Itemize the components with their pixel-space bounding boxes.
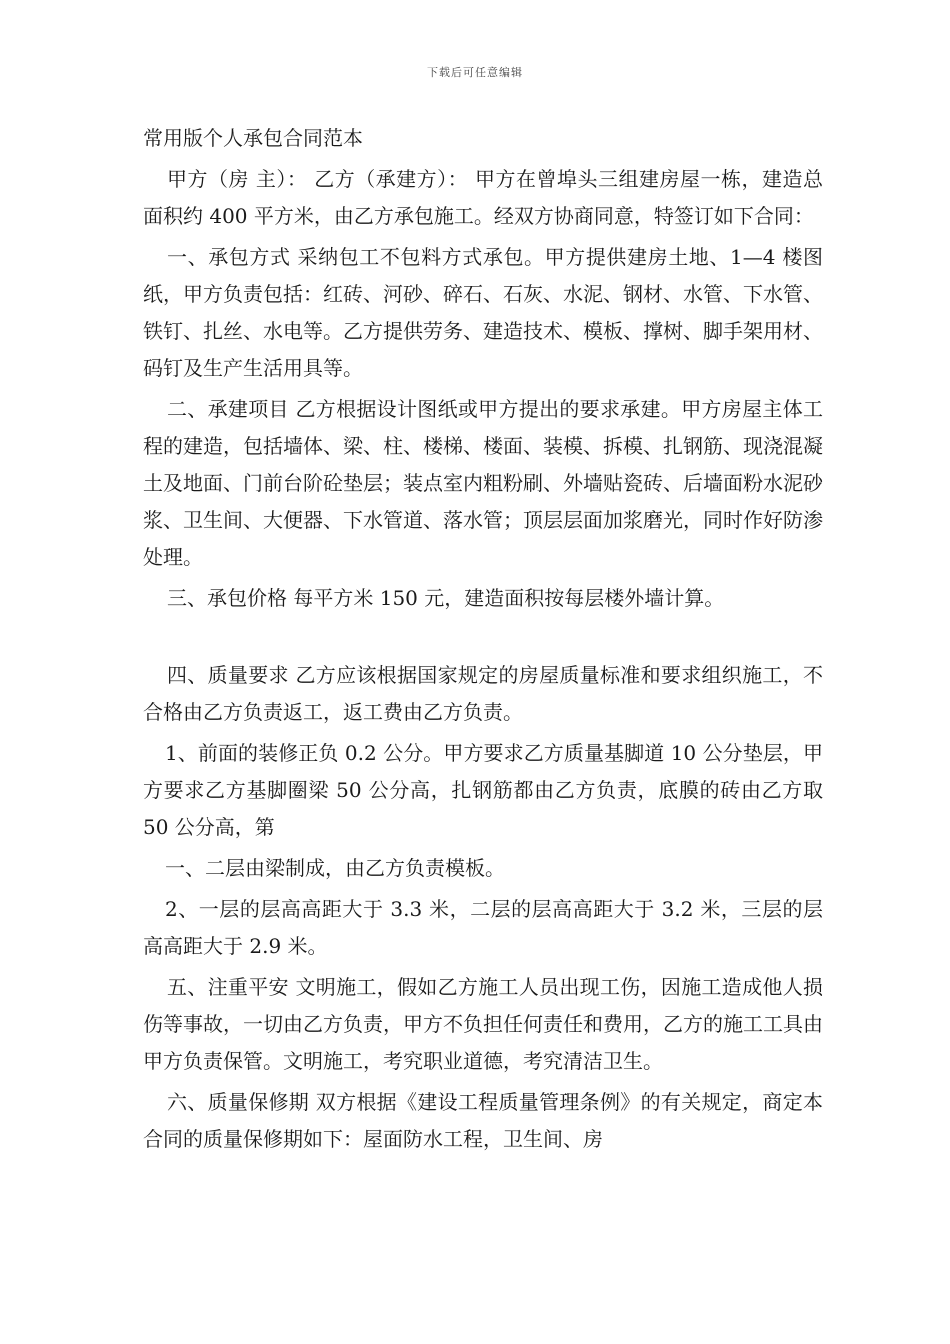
paragraph-safety: 五、注重平安 文明施工，假如乙方施工人员出现工伤，因施工造成他人损伤等事故，一切由乙方负责，甲方不负担任何责任和费用，乙方的施工工具由甲方负责保管。文明施工，考究职业道德，考究清洁卫生。 xyxy=(143,975,823,1073)
paragraph-quality-item-2: 2、一层的层高高距大于 3.3 米，二层的层高高距大于 3.2 米，三层的层高高距大于 2.9 米。 xyxy=(143,897,823,958)
paragraph-contract-method: 一、承包方式 采纳包工不包料方式承包。甲方提供建房土地、1—4 楼图纸，甲方负责包括：红砖、河砂、碎石、石灰、水泥、钢材、水管、下水管、铁钉、扎丝、水电等。乙方提供劳务、建造技术、模板、撑树、脚手架用材、码钉及生产生活用具等。 xyxy=(143,245,823,380)
paragraph-quality-item-1: 1、前面的装修正负 0.2 公分。甲方要求乙方质量基脚道 10 公分垫层，甲方要求乙方基脚圈梁 50 公分高，扎钢筋都由乙方负责，底膜的砖由乙方取 50 公分高，第 xyxy=(143,741,823,839)
blank-line xyxy=(143,617,823,657)
document-body xyxy=(143,120,823,1162)
paragraph-warranty: 六、质量保修期 双方根据《建设工程质量管理条例》的有关规定，商定本合同的质量保修期如下：屋面防水工程，卫生间、房 xyxy=(143,1090,823,1151)
paragraph-quality-item-1-continued: 一、二层由梁制成，由乙方负责模板。 xyxy=(165,856,505,880)
paragraph-quality-requirements: 四、质量要求 乙方应该根据国家规定的房屋质量标准和要求组织施工，不合格由乙方负责返工，返工费由乙方负责。 xyxy=(143,663,823,724)
paragraph-contract-price: 三、承包价格 每平方米 150 元，建造面积按每层楼外墙计算。 xyxy=(167,586,725,610)
document-title: 常用版个人承包合同范本 xyxy=(143,126,363,150)
page-header-note: 下载后可任意编辑 xyxy=(427,66,523,79)
paragraph-project-scope: 二、承建项目 乙方根据设计图纸或甲方提出的要求承建。甲方房屋主体工程的建造，包括墙体、梁、柱、楼梯、楼面、装模、拆模、扎钢筋、现浇混凝土及地面、门前台阶砼垫层；装点室内粗粉刷、外墙贴瓷砖、后墙面粉水泥砂浆、卫生间、大便器、下水管道、落水管；顶层层面加浆磨光，同时作好防渗处理。 xyxy=(143,397,823,569)
paragraph-parties: 甲方（房 主）： 乙方（承建方）： 甲方在曾埠头三组建房屋一栋，建造总面积约 400 平方米，由乙方承包施工。经双方协商同意，特签订如下合同： xyxy=(143,167,823,228)
